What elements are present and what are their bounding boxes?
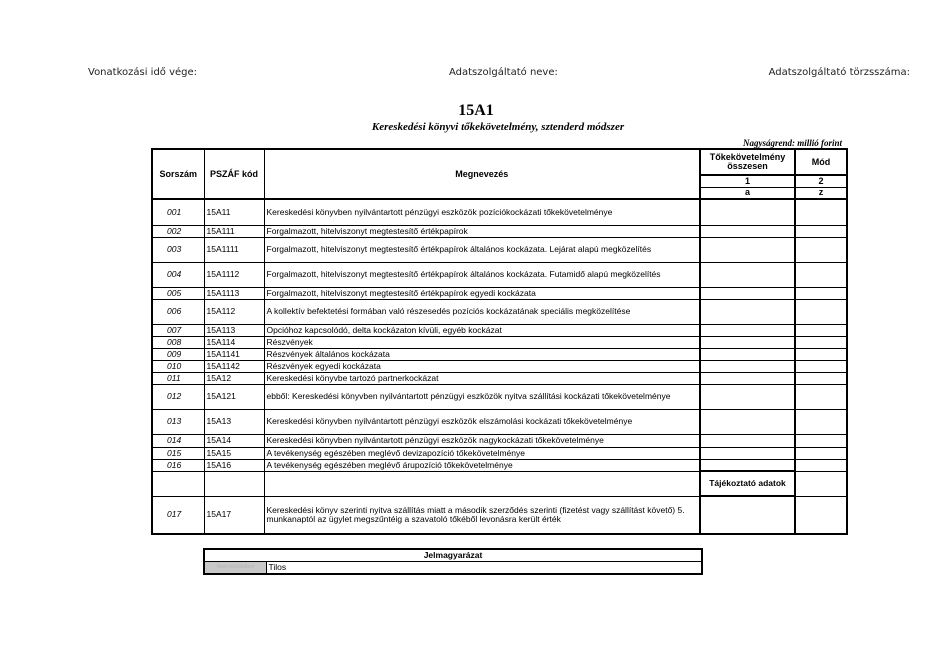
row-value-input[interactable]	[700, 496, 795, 534]
row-value-input[interactable]	[700, 384, 795, 409]
row-mode-input[interactable]	[795, 459, 847, 471]
row-number: 017	[152, 496, 204, 534]
row-code: 15A11	[204, 199, 264, 225]
row-code: 15A112	[204, 299, 264, 324]
legend-title: Jelmagyarázat	[204, 549, 702, 562]
row-mode-input[interactable]	[795, 262, 847, 287]
row-number: 005	[152, 287, 204, 299]
row-mode-input[interactable]	[795, 496, 847, 534]
reference-date-label: Vonatkozási idő vége:	[88, 67, 198, 78]
header-col1-letter: a	[700, 187, 795, 199]
row-name: Opcióhoz kapcsolódó, delta kockázaton kívüli, egyéb kockázat	[264, 324, 700, 336]
provider-id-label: Adatszolgáltató törzsszáma:	[768, 67, 910, 78]
row-code: 15A114	[204, 336, 264, 348]
form-code: 15A1	[458, 102, 494, 119]
row-code: 15A1113	[204, 287, 264, 299]
row-value-input[interactable]	[700, 459, 795, 471]
unit-note: Nagyságrend: millió forint	[742, 138, 842, 148]
row-name: Forgalmazott, hitelviszonyt megtestesítő értékpapírok általános kockázata. Lejárat alapú megközelítés	[264, 237, 700, 262]
row-number: 002	[152, 225, 204, 237]
row-name: Forgalmazott, hitelviszonyt megtestesítő értékpapírok	[264, 225, 700, 237]
row-value-input[interactable]	[700, 360, 795, 372]
row-number: 015	[152, 447, 204, 459]
row-mode-input[interactable]	[795, 299, 847, 324]
row-number: 014	[152, 434, 204, 447]
row-name: Forgalmazott, hitelviszonyt megtestesítő értékpapírok egyedi kockázata	[264, 287, 700, 299]
row-mode-input[interactable]	[795, 199, 847, 225]
info-spacer-mode	[795, 471, 847, 496]
legend-table	[203, 548, 703, 575]
row-code: 15A16	[204, 459, 264, 471]
info-spacer-no	[152, 471, 204, 496]
row-name: Kereskedési könyvben nyilvántartott pénzügyi eszközök pozíciókockázati tőkekövetelménye	[264, 199, 700, 225]
row-number: 001	[152, 199, 204, 225]
row-mode-input[interactable]	[795, 434, 847, 447]
header-col2-number: 2	[795, 175, 847, 187]
row-code: 15A1112	[204, 262, 264, 287]
report-table	[151, 148, 848, 535]
row-value-input[interactable]	[700, 299, 795, 324]
row-mode-input[interactable]	[795, 336, 847, 348]
row-name: Kereskedési könyvbe tartozó partnerkockázat	[264, 372, 700, 384]
header-sorszam: Sorszám	[152, 149, 204, 199]
row-code: 15A1142	[204, 360, 264, 372]
row-number: 006	[152, 299, 204, 324]
row-value-input[interactable]	[700, 237, 795, 262]
legend-swatch: Nem kell kitölteni	[204, 562, 266, 575]
row-number: 004	[152, 262, 204, 287]
row-name: Részvények egyedi kockázata	[264, 360, 700, 372]
row-mode-input[interactable]	[795, 384, 847, 409]
row-code: 15A13	[204, 409, 264, 434]
info-spacer-name	[264, 471, 700, 496]
row-mode-input[interactable]	[795, 409, 847, 434]
header-tokekovetelmeny: Tőkekövetelmény összesen	[700, 149, 795, 175]
header-megnevezes: Megnevezés	[264, 149, 700, 199]
row-number: 007	[152, 324, 204, 336]
row-name: A tevékenység egészében meglévő árupozíció tőkekövetelménye	[264, 459, 700, 471]
row-number: 016	[152, 459, 204, 471]
row-value-input[interactable]	[700, 199, 795, 225]
row-code: 15A1141	[204, 348, 264, 360]
row-value-input[interactable]	[700, 324, 795, 336]
row-mode-input[interactable]	[795, 372, 847, 384]
provider-name-label: Adatszolgáltató neve:	[449, 67, 558, 78]
row-name: ebből: Kereskedési könyvben nyilvántartott pénzügyi eszközök nyitva szállítási kockázati tőkekövetelménye	[264, 384, 700, 409]
legend-label: Tilos	[266, 562, 702, 575]
row-name: A tevékenység egészében meglévő devizapozíció tőkekövetelménye	[264, 447, 700, 459]
header-pszaf-kod: PSZÁF kód	[204, 149, 264, 199]
row-code: 15A1111	[204, 237, 264, 262]
row-code: 15A12	[204, 372, 264, 384]
info-spacer-code	[204, 471, 264, 496]
form-title: Kereskedési könyvi tőkekövetelmény, sztenderd módszer	[371, 121, 625, 133]
row-number: 012	[152, 384, 204, 409]
row-name: Részvények	[264, 336, 700, 348]
header-mod: Mód	[795, 149, 847, 175]
row-mode-input[interactable]	[795, 287, 847, 299]
row-number: 011	[152, 372, 204, 384]
row-number: 008	[152, 336, 204, 348]
header-col2-letter: z	[795, 187, 847, 199]
row-number: 013	[152, 409, 204, 434]
row-code: 15A111	[204, 225, 264, 237]
row-name: Kereskedési könyvben nyilvántartott pénzügyi eszközök nagykockázati tőkekövetelménye	[264, 434, 700, 447]
row-code: 15A14	[204, 434, 264, 447]
row-name: A kollektív befektetési formában való részesedés pozíciós kockázatának speciális megközelítése	[264, 299, 700, 324]
row-mode-input[interactable]	[795, 360, 847, 372]
row-code: 15A113	[204, 324, 264, 336]
row-mode-input[interactable]	[795, 348, 847, 360]
row-value-input[interactable]	[700, 336, 795, 348]
row-code: 15A15	[204, 447, 264, 459]
row-name: Részvények általános kockázata	[264, 348, 700, 360]
row-value-input[interactable]	[700, 372, 795, 384]
info-data-label: Tájékoztató adatok	[700, 471, 795, 496]
row-value-input[interactable]	[700, 434, 795, 447]
row-number: 009	[152, 348, 204, 360]
row-value-input[interactable]	[700, 262, 795, 287]
row-code: 15A17	[204, 496, 264, 534]
row-number: 003	[152, 237, 204, 262]
row-value-input[interactable]	[700, 348, 795, 360]
row-code: 15A121	[204, 384, 264, 409]
row-value-input[interactable]	[700, 447, 795, 459]
header-col1-number: 1	[700, 175, 795, 187]
row-name: Kereskedési könyvben nyilvántartott pénzügyi eszközök elszámolási kockázati tőkekövetelménye	[264, 409, 700, 434]
row-value-input[interactable]	[700, 225, 795, 237]
row-value-input[interactable]	[700, 409, 795, 434]
row-mode-input[interactable]	[795, 237, 847, 262]
row-mode-input[interactable]	[795, 447, 847, 459]
row-mode-input[interactable]	[795, 324, 847, 336]
row-number: 010	[152, 360, 204, 372]
row-name: Forgalmazott, hitelviszonyt megtestesítő értékpapírok általános kockázata. Futamidő alapú megközelítés	[264, 262, 700, 287]
row-name: Kereskedési könyv szerinti nyitva szállítás miatt a második szerződés szerinti (fizetést vagy szállítást követő) 5. munkanaptól az ügylet megszűntéig a szavatoló tőkéből levonásra került érték	[264, 496, 700, 534]
row-mode-input[interactable]	[795, 225, 847, 237]
row-value-input[interactable]	[700, 287, 795, 299]
